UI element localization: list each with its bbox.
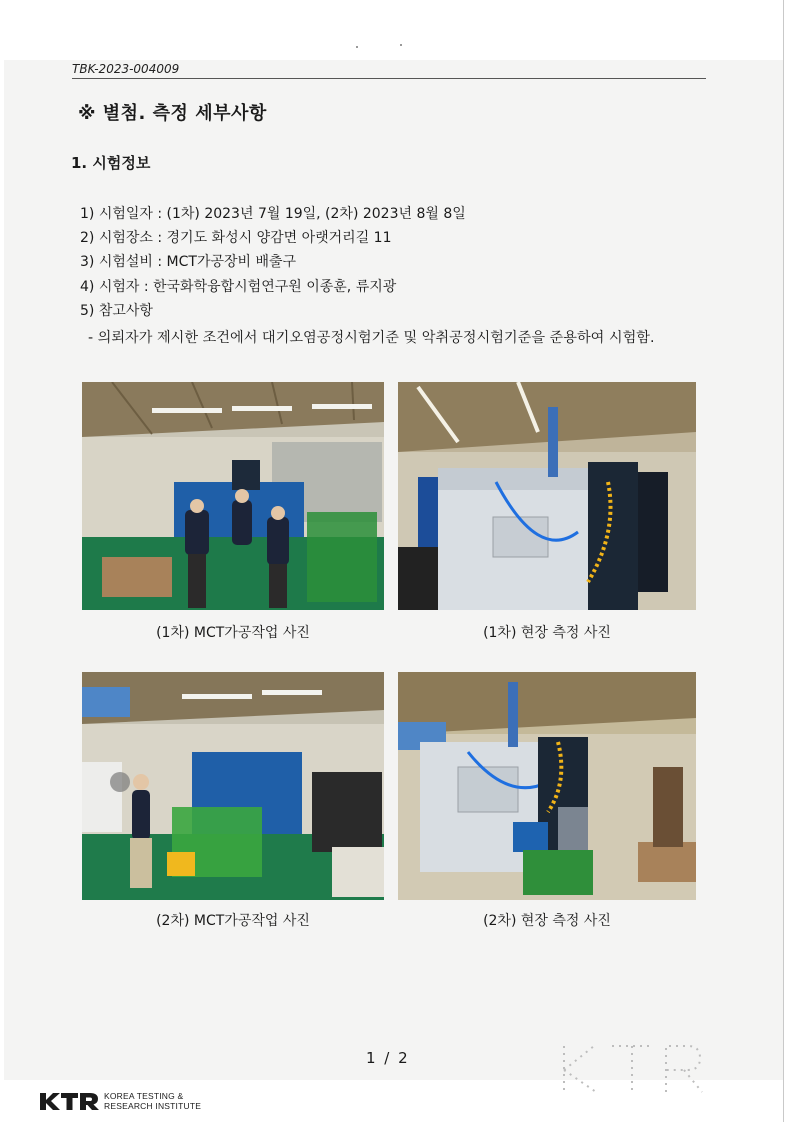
test-info-list — [80, 202, 466, 323]
info-item: 5) 참고사항 — [80, 302, 153, 319]
ktr-logo — [38, 1090, 202, 1114]
scan-edge — [783, 0, 784, 1122]
scan-speck — [356, 46, 358, 48]
info-item: 2) 시험장소 : 경기도 화성시 양감면 아랫거리길 11 — [80, 230, 392, 247]
reference-note: - 의뢰자가 제시한 조건에서 대기오염공정시험기준 및 악취공정시험기준을 준용하여 시험함. — [88, 330, 655, 346]
page-title: ※ 별첨. 측정 세부사항 — [78, 103, 267, 124]
section-title: 1. 시험정보 — [71, 154, 151, 172]
photo-caption: (1차) MCT가공작업 사진 — [156, 625, 310, 641]
workshop-photo — [82, 382, 384, 610]
logo-text-line2: RESEARCH INSTITUTE — [104, 1101, 202, 1111]
machine-photo — [398, 672, 696, 900]
photo-caption: (1차) 현장 측정 사진 — [483, 625, 611, 641]
header-rule — [72, 78, 706, 79]
scan-speck — [400, 44, 402, 46]
ktr-logo-mark — [38, 1090, 100, 1112]
info-item: 3) 시험설비 : MCT가공장비 배출구 — [80, 254, 297, 271]
photo-caption: (2차) 현장 측정 사진 — [483, 913, 611, 929]
page-number: 1 / 2 — [366, 1049, 410, 1067]
info-item: 4) 시험자 : 한국화학융합시험연구원 이종훈, 류지광 — [80, 278, 397, 295]
ktr-watermark — [556, 1040, 706, 1098]
document-number: TBK-2023-004009 — [72, 62, 180, 76]
workshop-photo — [82, 672, 384, 900]
machine-photo — [398, 382, 696, 610]
logo-text-line1: KOREA TESTING & — [104, 1091, 184, 1101]
info-item: 1) 시험일자 : (1차) 2023년 7월 19일, (2차) 2023년 8월 8일 — [80, 206, 466, 222]
photo-caption: (2차) MCT가공작업 사진 — [156, 913, 310, 929]
